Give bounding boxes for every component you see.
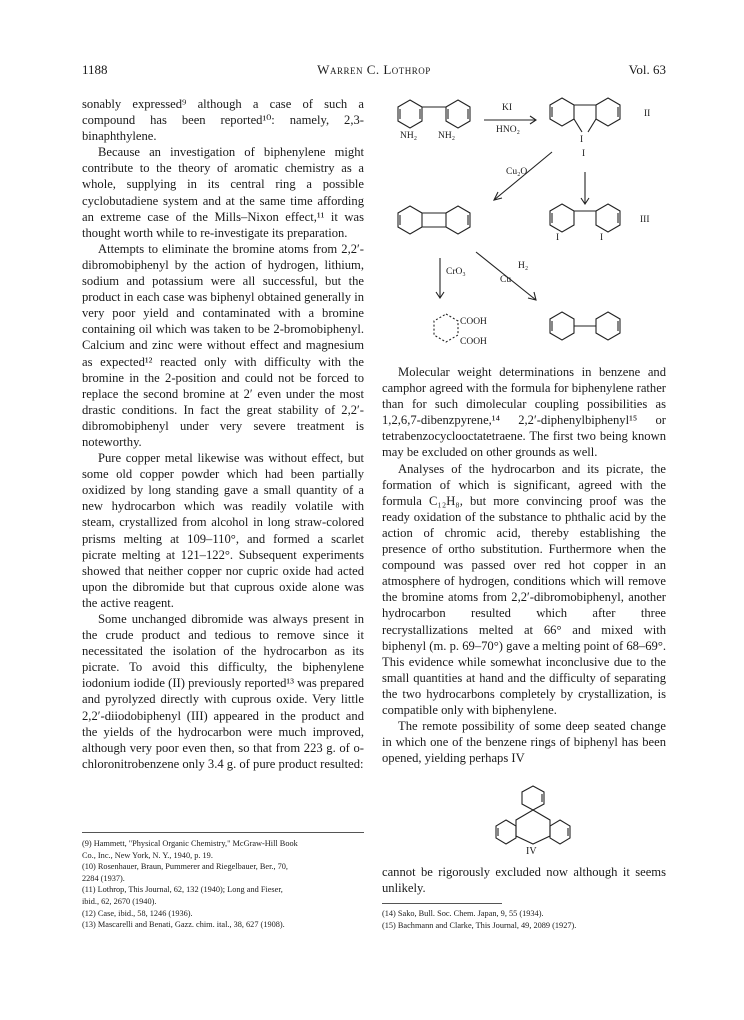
footnote-rule <box>82 832 364 833</box>
reaction-scheme-svg <box>376 92 676 362</box>
reagent-cu: Cu <box>500 275 512 285</box>
paragraph: sonably expressed⁹ although a case of such a compound has been reported¹⁰: namely, 2,3-binaphthylene. <box>82 97 364 144</box>
paragraph: Pure copper metal likewise was without effect, but some old copper powder which had been partially oxidized by long standing gave a small quantity of a new hydrocarbon which was readily volatile with steam, crystallized from alcohol in long straw-colored prisms melting at 109–110°, and formed a scarlet picrate melting at 121–122°. Subsequent experiments showed that neither copper nor cupric oxide had acted upon the dibromide but that cuprous oxide alone was the active reagent. <box>82 451 364 610</box>
footnote: Co., Inc., New York, N. Y., 1940, p. 19. <box>82 850 213 860</box>
paragraph: Because an investigation of biphenylene might contribute to the theory of aromatic chemistry as a whole, supplying in its central ring a possible cyclobutadiene system and at the same time affording an extreme case of the Mills–Nixon effect,¹¹ it was thought worth while to re-investigate its preparation. <box>82 145 364 240</box>
footnote: (13) Mascarelli and Benati, Gazz. chim. ital., 38, 627 (1908). <box>82 920 285 930</box>
benzene-ring <box>596 312 620 340</box>
label-compound-ii: II <box>644 109 651 119</box>
footnote: (14) Sako, Bull. Soc. Chem. Japan, 9, 55 (1934). <box>382 909 544 918</box>
footnote: ibid., 62, 2670 (1940). <box>82 896 157 906</box>
paragraph: The remote possibility of some deep seated change in which one of the benzene rings of biphenyl has been opened, yielding perhaps IV <box>382 719 666 766</box>
label-compound-iii: III <box>640 215 650 225</box>
paragraph: Molecular weight determinations in benzene and camphor agreed with the formula for biphenylene rather than for such dimolecular coupling possibilities as 1,2,6,7-dibenzpyrene,¹⁴ 2,2′-diphenylbiphenyl¹⁵ or tetrabenzocyclooctatetraene. The first two being known may be excluded on other grounds as well. <box>382 365 666 460</box>
label-cooh: COOH <box>460 337 487 347</box>
benzene-ring <box>550 98 574 126</box>
footnotes-right <box>382 908 666 931</box>
reagent-ki: KI <box>502 103 513 113</box>
running-header <box>82 62 666 82</box>
page-number: 1188 <box>82 62 108 77</box>
paragraph-continuation: cannot be rigorously excluded now although it seems unlikely. <box>382 865 666 896</box>
benzene-ring <box>434 314 458 342</box>
right-column <box>382 364 666 766</box>
reagent-cu2o: Cu₂O <box>506 167 528 177</box>
benzene-ring <box>550 312 574 340</box>
benzene-ring <box>446 206 470 234</box>
benzene-ring <box>596 204 620 232</box>
reaction-scheme <box>376 92 676 362</box>
footnote: 2284 (1937). <box>82 873 125 883</box>
label-cooh: COOH <box>460 317 487 327</box>
label-iodine: I <box>556 233 560 243</box>
label-nh2: NH₂ <box>438 131 456 141</box>
label-iodine: I <box>600 233 604 243</box>
paragraph: Analyses of the hydrocarbon and its picrate, the formation of which is significant, agreed with the formula C₁₂H₈, but more convincing proof was the ready oxidation of the substance to phthalic acid by the action of chromic acid, thereby establishing the presence of ortho substitution. Furthermore when the compound was passed over red hot copper in an atmosphere of hydrogen, conditions which will remove the bromine atoms from 2,2′-dibromobiphenyl, another hydrocarbon resulted which after three recrystallizations melted at 66° and mixed with biphenyl (m. p. 69–70°) gave a melting point of 68–69°. This evidence while somewhat inconclusive due to the small quantities at hand and the difficulty of separating the two hydrocarbons completely by crystallization, is compatible only with biphenylene. <box>382 461 666 717</box>
volume-label: Vol. 63 <box>628 62 666 77</box>
paragraph: Some unchanged dibromide was always present in the crude product and tedious to remove since it necessitated the isolation of the hydrocarbon as its picrate. To avoid this difficulty, the biphenylene iodonium iodide (II) previously reported¹³ was prepared and pyrolyzed directly with cuprous oxide. Very little 2,2′-diiodobiphenyl (III) appeared in the product and the yields of the hydrocarbon were much improved, although very poor even then, so that from 223 g. of o-chloronitrobenzene only 3.4 g. of pure product resulted: <box>82 612 364 771</box>
footnote: (15) Bachmann and Clarke, This Journal, 49, 2089 (1927). <box>382 920 577 930</box>
footnote: (11) Lothrop, This Journal, 62, 132 (1940); Long and Fieser, <box>82 885 283 895</box>
reagent-h2: H₂ <box>518 261 529 271</box>
left-column <box>82 96 364 772</box>
footnote: (12) Case, ibid., 58, 1246 (1936). <box>82 908 193 918</box>
paragraph: Attempts to eliminate the bromine atoms from 2,2′-dibromobiphenyl by the action of hydrogen, lithium, sodium and potassium were all successful, but the product in each case was biphenyl obtained generally in very poor yield and contaminated with a bromine containing oil which was taken to be 2-bromobiphenyl. Calcium and zinc were without effect and magnesium as expected¹² reacted only with difficulty with the bromine in the 2-position and could not be forced to replace the second bromine at 2′ even under the most drastic conditions. In fact the great stability of 2,2′-dibromobiphenyl under very severe treatment is noteworthy. <box>82 241 364 449</box>
benzene-ring <box>550 204 574 232</box>
footnotes-left <box>82 838 364 931</box>
benzene-ring <box>398 206 422 234</box>
benzene-ring <box>446 100 470 128</box>
label-nh2: NH₂ <box>400 131 418 141</box>
running-title: Warren C. Lothrop <box>317 62 431 77</box>
benzene-ring <box>398 100 422 128</box>
reagent-hno2: HNO₂ <box>496 125 520 135</box>
benzene-ring <box>596 98 620 126</box>
reagent-cro3: CrO₃ <box>446 267 466 277</box>
footnote: (10) Rosenhauer, Braun, Pummerer and Riegelbauer, Ber., 70, <box>82 862 289 872</box>
label-compound-iv: IV <box>526 846 537 857</box>
label-iodonium: I <box>580 135 584 145</box>
footnote-rule <box>382 903 502 904</box>
footnote: (9) Hammett, "Physical Organic Chemistry," McGraw-Hill Book <box>82 839 298 848</box>
label-iodide: I <box>582 149 586 159</box>
